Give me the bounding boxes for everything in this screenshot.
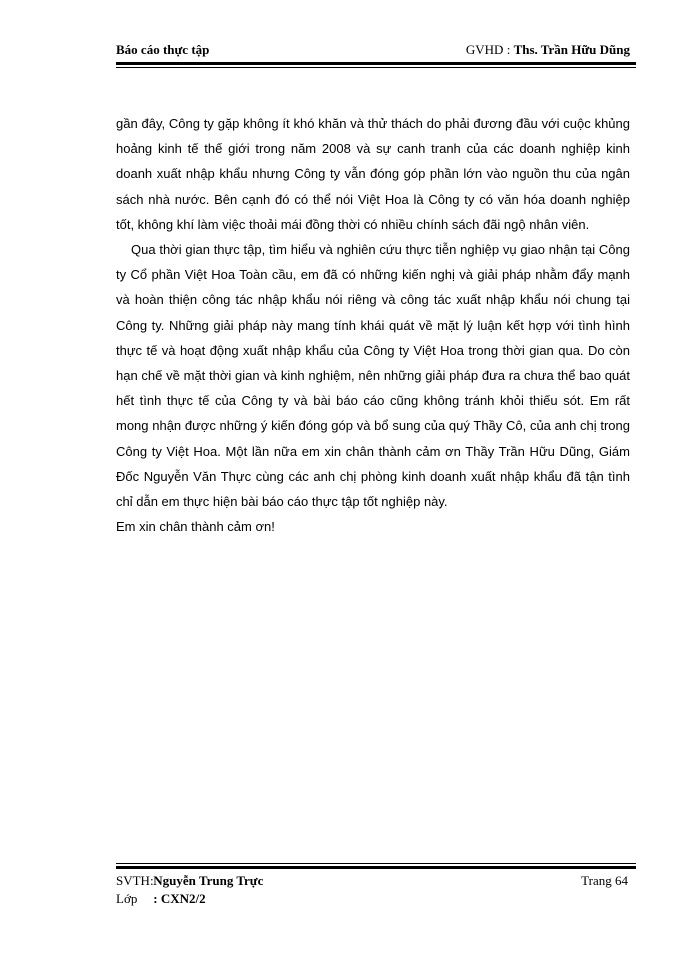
page-header <box>116 40 636 62</box>
class-value: : CXN2/2 <box>153 891 206 906</box>
page-number: Trang 64 <box>581 873 628 888</box>
class-label: Lớp <box>116 891 138 906</box>
report-title: Báo cáo thực tập <box>116 42 210 57</box>
header-rule-thick <box>116 62 636 65</box>
student-label: SVTH: <box>116 873 154 888</box>
footer-rule-thin <box>116 863 636 864</box>
footer-rule-thick <box>116 866 636 869</box>
supervisor-name: Ths. Trần Hữu Dũng <box>513 42 630 57</box>
page-footer <box>116 873 636 909</box>
footer-student-line <box>116 873 636 891</box>
paragraph-continued: gần đây, Công ty gặp không ít khó khăn và thử thách do phải đương đầu với cuộc khủng hoảng kinh tế thế giới trong năm 2008 và sự canh tranh của các doanh nghiệp kinh doanh xuất nhập khẩu nhưng Công ty vẫn đóng góp phần lớn vào nguồn thu của ngân sách nhà nước. Bên cạnh đó có thể nói Việt Hoa là Công ty có văn hóa doanh nghiệp tốt, không khí làm việc thoải mái đồng thời có nhiều chính sách đãi ngộ nhân viên. <box>116 116 630 232</box>
header-rule-thin <box>116 67 636 68</box>
student-name: Nguyễn Trung Trực <box>153 873 264 888</box>
supervisor <box>466 42 630 58</box>
supervisor-label: GVHD : <box>465 42 514 57</box>
document-body <box>116 111 630 539</box>
footer-class-line <box>116 891 636 909</box>
paragraph-thanks: Em xin chân thành cảm ơn! <box>116 519 275 535</box>
paragraph-conclusion: Qua thời gian thực tập, tìm hiểu và nghiên cứu thực tiễn nghiệp vụ giao nhận tại Công ty Cổ phần Việt Hoa Toàn cầu, em đã có những kiến nghị và giải pháp nhằm đẩy mạnh và hoàn thiện công tác nhập khẩu nói riêng và công tác xuất nhập khẩu nói chung tại Công ty. Những giải pháp này mang tính khái quát về mặt lý luận kết hợp với tình hình thực tế và hoạt động xuất nhập khẩu của Công ty Việt Hoa trong thời gian qua. Do còn hạn chế về mặt thời gian và kinh nghiệm, nên những giải pháp đưa ra chưa thể bao quát hết tình thực tế của Công ty và bài báo cáo cũng không tránh khỏi thiếu sót. Em rất mong nhận được những ý kiến đóng góp và bổ sung của quý Thầy Cô, của anh chị trong Công ty Việt Hoa. Một lần nữa em xin chân thành cảm ơn Thầy Trần Hữu Dũng, Giám Đốc Nguyễn Văn Thực cùng các anh chị phòng kinh doanh xuất nhập khẩu đã tận tình chỉ dẫn em thực hiện bài báo cáo thực tập tốt nghiệp này. <box>116 242 630 510</box>
